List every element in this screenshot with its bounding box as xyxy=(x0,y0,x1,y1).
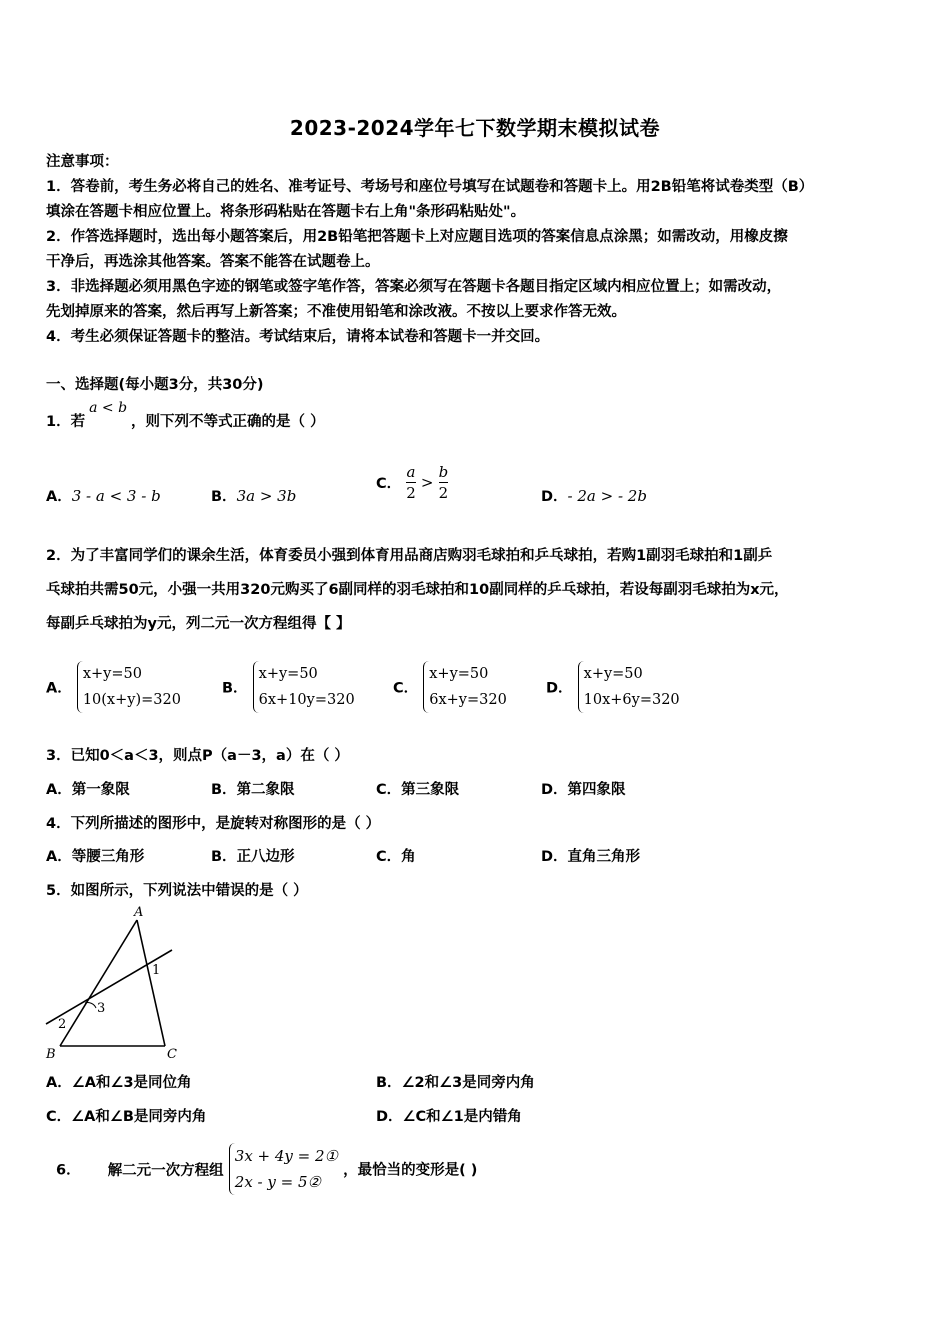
q2-option-c[interactable]: C． x+y=50 6x+y=320 xyxy=(393,661,507,713)
equation-system: x+y=50 6x+10y=320 xyxy=(253,661,355,713)
transversal-line xyxy=(46,950,172,1024)
equation-system: x+y=50 10(x+y)=320 xyxy=(77,661,181,713)
segment-ab xyxy=(60,920,137,1046)
q3-option-b[interactable]: B．第二象限 xyxy=(211,782,295,798)
q5-option-c[interactable]: C．∠A和∠B是同旁内角 xyxy=(46,1109,207,1125)
question-3-stem: 3．已知0＜a＜3，则点P（a－3，a）在（ ） xyxy=(46,748,349,764)
q6-prefix: 解二元一次方程组 xyxy=(107,1162,224,1179)
q1-option-c-frac-right: $\frac{b}{2}$ xyxy=(438,463,449,502)
notes-line: 先划掉原来的答案，然后再写上新答案；不准使用铅笔和涂改液。不按以上要求作答无效。 xyxy=(46,304,626,320)
q4-option-b[interactable]: B．正八边形 xyxy=(211,849,295,865)
q6-equation-system: 3x + 4y = 2① 2x - y = 5② xyxy=(229,1143,338,1195)
q3-option-c[interactable]: C．第三象限 xyxy=(376,782,460,798)
segment-ac xyxy=(137,920,165,1046)
q1-option-d[interactable]: D．- 2a > - 2b xyxy=(541,487,647,505)
vertex-b-label: B xyxy=(46,1047,56,1062)
angle-1-label: 1 xyxy=(152,963,161,978)
angle-3-label: 3 xyxy=(97,1001,106,1016)
q1-condition: a < b xyxy=(89,400,128,416)
q2-option-d[interactable]: D． x+y=50 10x+6y=320 xyxy=(546,661,680,713)
q6-suffix: ，最恰当的变形是( ) xyxy=(343,1162,478,1179)
q1-option-b-expr: 3a > 3b xyxy=(236,487,297,505)
notes-heading: 注意事项： xyxy=(46,154,119,170)
q1-suffix: ，则下列不等式正确的是（ ） xyxy=(131,414,325,430)
q2-option-a[interactable]: A． x+y=50 10(x+y)=320 xyxy=(46,661,181,713)
q4-option-c[interactable]: C．角 xyxy=(376,849,416,865)
notes-line: 3．非选择题必须用黑色字迹的钢笔或签字笔作答，答案必须写在答题卡各题目指定区域内相应位置上；如需改动， xyxy=(46,279,782,295)
question-1-stem xyxy=(46,400,325,435)
q5-option-a[interactable]: A．∠A和∠3是同位角 xyxy=(46,1075,192,1091)
q3-option-a[interactable]: A．第一象限 xyxy=(46,782,130,798)
q6-number: 6． xyxy=(56,1162,81,1179)
equation-system: x+y=50 6x+y=320 xyxy=(423,661,507,713)
q4-option-a[interactable]: A．等腰三角形 xyxy=(46,849,145,865)
notes-line: 2．作答选择题时，选出每小题答案后，用2B铅笔把答题卡上对应题目选项的答案信息点涂黑；如需改动，用橡皮擦 xyxy=(46,229,788,245)
notes-line: 填涂在答题卡相应位置上。将条形码粘贴在答题卡右上角"条形码粘贴处"。 xyxy=(46,204,526,220)
notes-line: 4．考生必须保证答题卡的整洁。考试结束后，请将本试卷和答题卡一并交回。 xyxy=(46,329,550,345)
notes-line: 1．答卷前，考生务必将自己的姓名、准考证号、考场号和座位号填写在试题卷和答题卡上。用2B铅笔将试卷类型（B） xyxy=(46,179,814,195)
notes-line: 干净后，再选涂其他答案。答案不能答在试题卷上。 xyxy=(46,254,380,270)
q4-option-d[interactable]: D．直角三角形 xyxy=(541,849,641,865)
equation-system: x+y=50 10x+6y=320 xyxy=(578,661,680,713)
question-5-stem: 5．如图所示，下列说法中错误的是（ ） xyxy=(46,883,308,899)
page-title: 2023-2024学年七下数学期末模拟试卷 xyxy=(289,116,661,140)
vertex-c-label: C xyxy=(167,1047,177,1062)
angle-2-label: 2 xyxy=(58,1017,67,1032)
q1-option-d-expr: - 2a > - 2b xyxy=(567,487,647,505)
section-heading: 一、选择题(每小题3分，共30分) xyxy=(46,377,264,393)
q2-option-b[interactable]: B． x+y=50 6x+10y=320 xyxy=(222,661,355,713)
q5-option-b[interactable]: B．∠2和∠3是同旁内角 xyxy=(376,1075,535,1091)
question-6-stem xyxy=(56,1143,477,1195)
q1-option-c-frac-left: $\frac{a}{2}$ xyxy=(406,463,416,502)
notes-section xyxy=(46,150,911,350)
q3-option-d[interactable]: D．第四象限 xyxy=(541,782,626,798)
question-4-stem: 4．下列所描述的图形中，是旋转对称图形的是（ ） xyxy=(46,816,381,832)
q1-option-b[interactable]: B．3a > 3b xyxy=(211,487,297,505)
q1-option-c[interactable]: C． $\frac{a}{2}$ > $\frac{b}{2}$ xyxy=(376,463,449,502)
q1-option-a-expr: 3 - a < 3 - b xyxy=(71,487,161,505)
q1-option-a[interactable]: A．3 - a < 3 - b xyxy=(46,487,161,505)
vertex-a-label: A xyxy=(134,906,144,920)
q5-option-d[interactable]: D．∠C和∠1是内错角 xyxy=(376,1109,522,1125)
triangle-figure xyxy=(40,906,190,1062)
q1-prefix: 1．若 xyxy=(46,414,86,430)
question-2-stem: 2．为了丰富同学们的课余生活，体育委员小强到体育用品商店购羽毛球拍和乒乓球拍，若购1副羽毛球拍和1副乒 乓球拍共需50元，小强一共用320元购买了6副同样的羽毛球拍和10副同样的乒乓球拍，若设每副羽毛球拍为x元， 每副乒乓球拍为y元，列二元一次方程组得【 】 xyxy=(46,548,789,632)
